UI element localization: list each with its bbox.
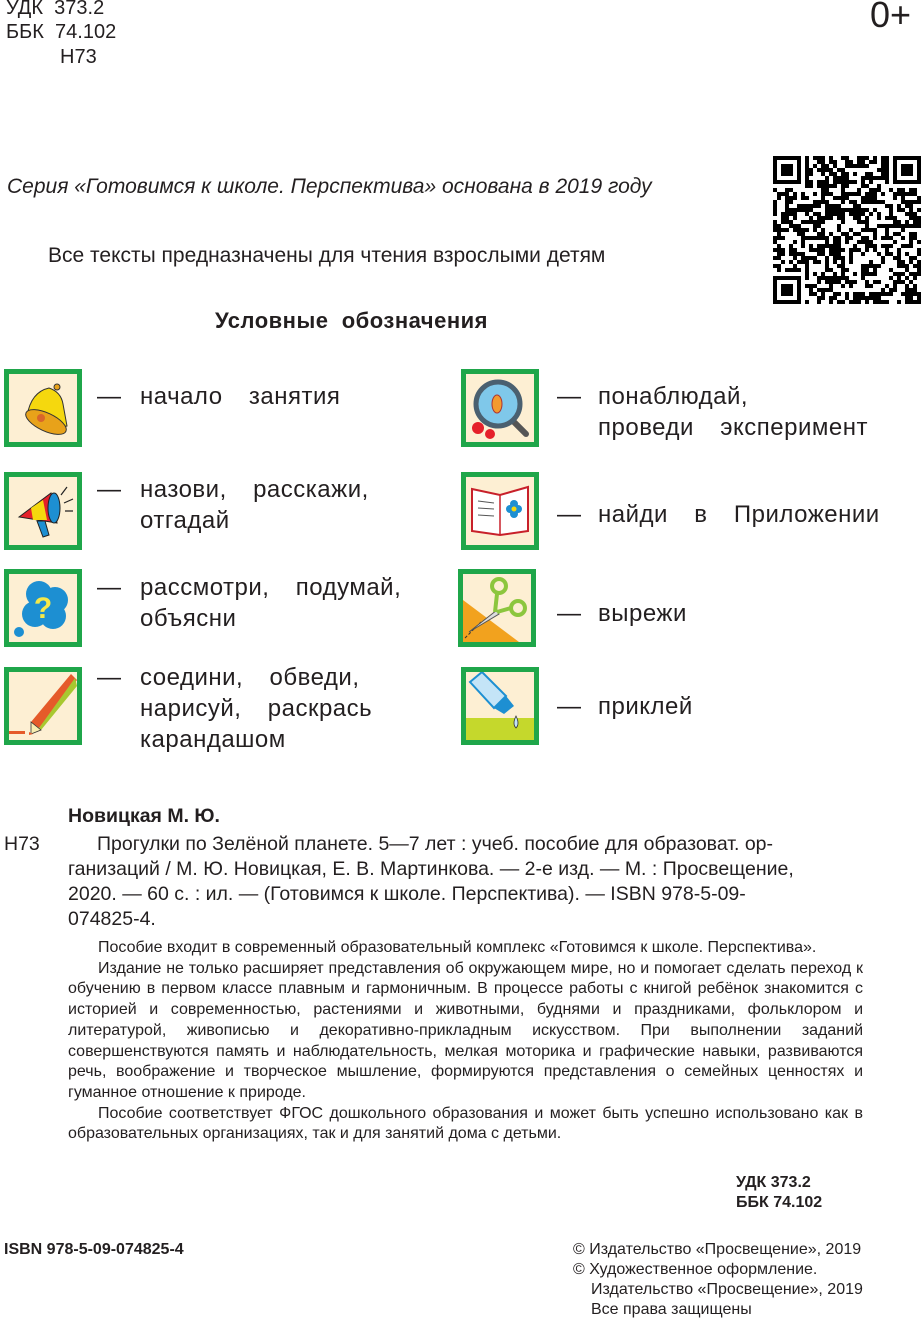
series-note: Серия «Готовимся к школе. Перспектива» основана в 2019 году	[7, 175, 652, 198]
copyright: © Издательство «Просвещение», 2019 © Художественное оформление. Издательство «Просвещение», 2019 Все права защищены	[573, 1241, 863, 1318]
scissors-icon	[458, 569, 536, 647]
bib-mark: Н73	[4, 833, 40, 855]
magnifier-icon	[461, 369, 539, 447]
glue-icon	[461, 667, 539, 745]
qr-code	[773, 156, 921, 304]
legend-dash: —	[97, 476, 122, 503]
bib-author: Новицкая М. Ю.	[68, 805, 220, 827]
bib-annotation: Пособие входит в современный образовательный комплекс «Готовимся к школе. Перспектива». Издание не только расширяет представления об окружающем мире, но и помогает сделать переход к обучению в первом классе плавным и гармоничным. В процессе работы с книгой ребёнок знакомится с историей и современностью, растениями и животными, буднями и праздниками, фольклором и литературой, живописью и декоративно-прикладным искусством. При выполнении заданий совершенствуются память и наблюдательность, мелкая моторика и графические навыки, развиваются речь, воображение и творческое мышление, формируются представления о семейных ценностях и гуманное отношение к природе. Пособие соответствует ФГОС дошкольного образования и может быть успешно использовано как в образовательных организациях, так и для занятий дома с детьми.	[68, 939, 863, 1143]
legend-dash: —	[557, 383, 582, 410]
legend-text-appendix: найди в Приложении	[598, 501, 880, 528]
reading-note: Все тексты предназначены для чтения взрослыми детям	[48, 244, 606, 267]
legend-text-tell: назови, расскажи, отгадай	[140, 476, 369, 534]
legend-text-glue: приклей	[598, 693, 693, 720]
age-rating: 0+	[870, 0, 912, 35]
legend-text-think: рассмотри, подумай, объясни	[140, 574, 402, 632]
pencil-icon	[4, 667, 82, 745]
isbn: ISBN 978-5-09-074825-4	[4, 1241, 184, 1258]
legend-dash: —	[97, 664, 122, 691]
legend-title: Условные обозначения	[215, 308, 488, 333]
megaphone-icon	[4, 472, 82, 550]
bib-description: Прогулки по Зелёной планете. 5—7 лет : учеб. пособие для образоват. ор- ганизаций / М. Ю. Новицкая, Е. В. Мартинкова. — 2-е изд. — М. : Просвещение, 2020. — 60 с. : ил. — (Готовимся к школе. Перспектива). — ISBN 978-5-09- 074825-4.	[68, 833, 794, 930]
bell-icon	[4, 369, 82, 447]
legend-text-draw: соедини, обведи, нарисуй, раскрась карандашом	[140, 664, 373, 753]
udk-header: УДК 373.2	[6, 0, 105, 19]
legend-dash: —	[97, 574, 122, 601]
author-mark: Н73	[60, 46, 97, 68]
legend-text-observe: понаблюдай, проведи эксперимент	[598, 383, 868, 441]
legend-text-start: начало занятия	[140, 383, 341, 410]
legend-dash: —	[97, 383, 122, 410]
legend-dash: —	[557, 693, 582, 720]
legend-dash: —	[557, 600, 582, 627]
bib-bbk: ББК 74.102	[736, 1194, 823, 1211]
bib-udk: УДК 373.2	[736, 1174, 811, 1191]
question-cloud-icon	[4, 569, 82, 647]
legend-text-cut: вырежи	[598, 600, 687, 627]
svg-text:?: ?	[33, 592, 53, 625]
legend-dash: —	[557, 501, 582, 528]
book-icon	[461, 472, 539, 550]
bbk-header: ББК 74.102	[6, 21, 117, 43]
